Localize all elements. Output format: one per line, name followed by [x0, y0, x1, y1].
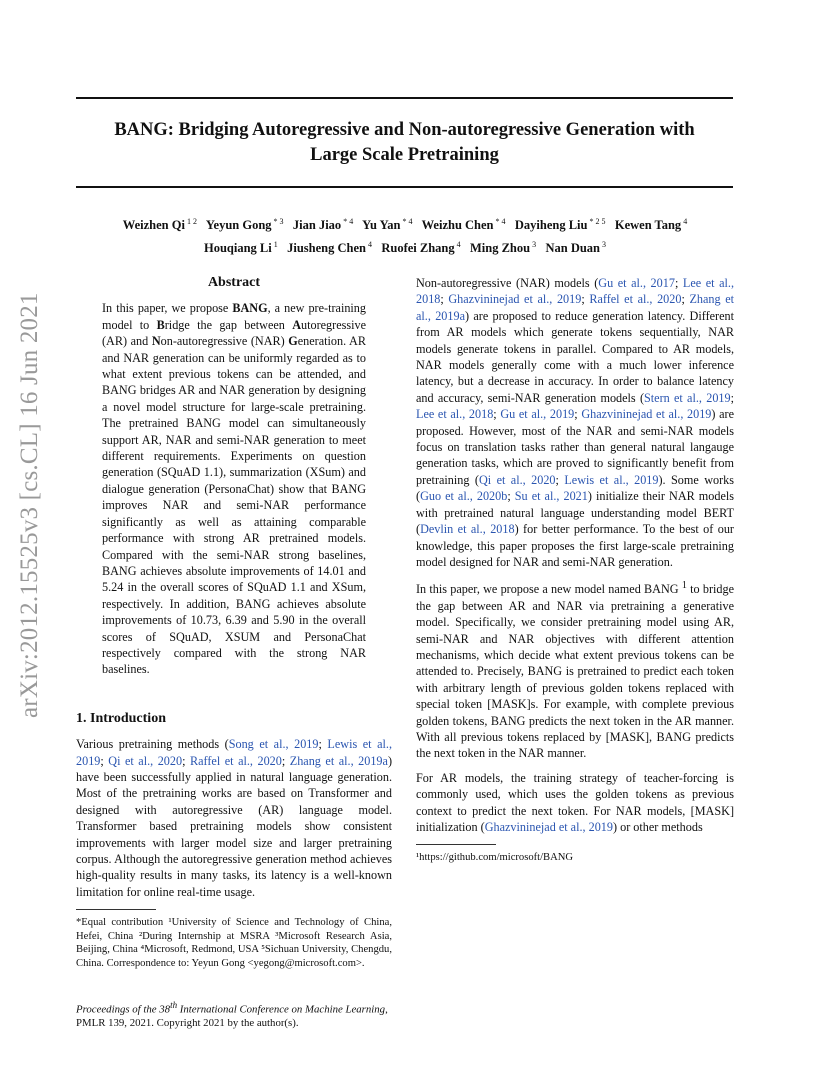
author-name: Weizhu Chen $^{* 4}$ [421, 217, 506, 233]
citation-link[interactable]: Lewis et al., 2019 [76, 737, 392, 768]
citation-link[interactable]: Gu et al., 2019 [500, 407, 575, 422]
top-rule [76, 97, 733, 99]
citation-link[interactable]: Lee et al., 2018 [416, 276, 734, 307]
citation-link[interactable]: Song et al., 2019 [228, 737, 319, 752]
citation-link[interactable]: Raffel et al., 2020 [589, 292, 682, 307]
citation-link[interactable]: Gu et al., 2017 [598, 276, 675, 290]
author-affiliation: 1 2 [184, 217, 197, 226]
author-name: Yeyun Gong $^{* 3}$ [205, 217, 284, 233]
arxiv-identifier: arXiv:2012.15525v3 [cs.CL] 16 Jun 2021 [16, 292, 43, 718]
paper-title [76, 118, 733, 168]
footnote-rule [76, 909, 156, 910]
author-name: Kewen Tang $^4$ [614, 217, 688, 233]
author-list [60, 212, 750, 258]
author-affiliation: * 4 [400, 217, 413, 226]
left-column [76, 275, 392, 1030]
proceedings-note [76, 998, 392, 1031]
author-affiliation: * 4 [341, 217, 354, 226]
citation-link[interactable]: Zhang et al., 2019a [416, 292, 734, 323]
citation-link[interactable]: Stern et al., 2019 [644, 390, 731, 405]
author-affiliation: 3 [530, 240, 537, 250]
bold-text: A [292, 317, 302, 332]
affiliation-footnote: *Equal contribution ¹University of Science and Technology of China, Hefei, China ²During Internship at MSRA ³Microsoft Research Asia, Beijing, China ⁴Microsoft, Redmond, USA ⁵Sichuan University, Chengdu, China. Correspondence to: Yeyun Gong <yegong@microsoft.com>. [76, 917, 392, 969]
author-name: Nan Duan $^3$ [545, 240, 607, 256]
footnote-rule-right [416, 844, 496, 845]
author-affiliation: 4 [365, 240, 372, 250]
citation-link[interactable]: Ghazvininejad et al., 2019 [484, 820, 613, 835]
intro-paragraph-3: In this paper, we propose a new model named BANG $^1$ to bridge the gap between AR and NAR via pretraining a generative model. Specifically, we consider pretraining model using AR, semi-NAR and NAR objectives with different attention mechanisms, which decide what extent previous tokens can be attended to. Precisely, BANG is pretrained to predict each token with arbitrary length of previous golden tokens replaced with special token [MASK]s. For example, with complete previous golden tokens, BANG predicts the next token in the AR manner. With all previous tokens replaced by [MASK], BANG predicts the next token in the NAR manner. [416, 580, 734, 761]
footnote-marker: 1 [681, 580, 687, 592]
author-affiliation: 1 [271, 240, 278, 250]
bold-text: B [156, 317, 165, 332]
intro-paragraph-2: Non-autoregressive (NAR) models (Gu et al., 2017; Lee et al., 2018; Ghazvininejad et al., 2019; Raffel et al., 2020; Zhang et al., 2019a) are proposed to reduce generation latency. Different from AR models which generate tokens sequentially, NAR models generate tokens in parallel. Compared to AR models, NAR models generally come with a much lower inference latency, but a decrease in accuracy. In order to balance latency and accuracy, semi-NAR generation models (Stern et al., 2019; Lee et al., 2018; Gu et al., 2019; Ghazvininejad et al., 2019) are proposed. However, most of the NAR and semi-NAR models focus on translation tasks rather than general natural langauge generation tasks, which are proved to significantly benefit from pretraining (Qi et al., 2020; Lewis et al., 2019). Some works (Guo et al., 2020b; Su et al., 2021) initialize their NAR models with pretrained natural language understanding model BERT (Devlin et al., 2018) for better performance. To the best of our knowledge, this paper proposes the first large-scale pretraining model designed for NAR and semi-NAR generation. [416, 276, 735, 569]
proceedings-pre: Proceedings of the 38 [76, 1003, 171, 1016]
citation-link[interactable]: Qi et al., 2020 [478, 472, 556, 487]
author-name: Weizhen Qi $^{1 2}$ [122, 217, 197, 233]
intro-paragraph-1: Various pretraining methods (Song et al., 2019; Lewis et al., 2019; Qi et al., 2020; Raffel et al., 2020; Zhang et al., 2019a) have been successfully applied in natural language generation. Most of the pretraining works are based on Transformer and designed with autoregressive (AR) language model. Transformer based pretraining models show consistent improvements with larger model size and larger pretraining corpus. Although the autoregressive generation method achieves high-quality results in many tasks, its latency is a well-known limitation for online real-time usage. [76, 737, 392, 899]
author-name: Yu Yan $^{* 4}$ [362, 217, 413, 233]
title-line-2: Large Scale Pretraining [310, 145, 499, 165]
proceedings-sup: th [170, 999, 178, 1010]
author-name: Jian Jiao $^{* 4}$ [292, 217, 354, 233]
citation-link[interactable]: Guo et al., 2020b [420, 489, 508, 504]
citation-link[interactable]: Su et al., 2021 [514, 489, 588, 504]
author-name: Ruofei Zhang $^4$ [381, 240, 461, 256]
bold-text: N [151, 334, 161, 349]
author-affiliation: 4 [454, 240, 461, 250]
author-name: Jiusheng Chen $^4$ [287, 240, 372, 256]
title-line-1: BANG: Bridging Autoregressive and Non-autoregressive Generation with [114, 120, 695, 140]
bold-text: BANG [232, 301, 268, 316]
author-name: Houqiang Li $^1$ [203, 240, 278, 256]
citation-link[interactable]: Lee et al., 2018 [416, 407, 494, 422]
citation-link[interactable]: Zhang et al., 2019a [289, 753, 388, 768]
proceedings-mid: International Conference on Machine Learning [177, 1003, 386, 1016]
author-affiliation: 4 [681, 217, 688, 226]
author-affiliation: * 3 [271, 217, 284, 226]
title-bottom-rule [76, 186, 733, 188]
right-column [416, 276, 735, 865]
abstract-heading: Abstract [207, 275, 261, 290]
author-affiliation: 3 [600, 240, 607, 250]
bold-text: G [288, 334, 298, 349]
proceedings-post: , PMLR 139, 2021. Copyright 2021 by the author(s). [76, 1003, 388, 1030]
citation-link[interactable]: Lewis et al., 2019 [564, 472, 659, 487]
author-name: Dayiheng Liu $^{* 2 5}$ [514, 217, 606, 233]
author-affiliation: * 2 5 [587, 217, 606, 226]
abstract-text: In this paper, we propose BANG, a new pre-training model to Bridge the gap between Autoregressive (AR) and Non-autoregressive (NAR) Generation. AR and NAR generation can be uniformly regarded as to what extent previous tokens can be attended, and BANG bridges AR and NAR generation by designing a novel model structure for large-scale pretraining. The pretrained BANG model can simultaneously support AR, NAR and semi-NAR generation to meet different requirements. Experiments on question generation (SQuAD 1.1), summarization (XSum) and dialogue generation (PersonaChat) show that BANG improves NAR and semi-NAR performance significantly as well as attaining comparable performance with strong AR pretrained models. Compared with the semi-NAR strong baselines, BANG achieves absolute improvements of 14.01 and 5.24 in the overall scores of SQuAD 1.1 and XSum, respectively. In addition, BANG achieves absolute improvements of 10.73, 6.39 and 5.90 in the overall scores of SQuAD, XSUM and PersonaChat respectively compared with the strong NAR baselines. [102, 301, 366, 677]
citation-link[interactable]: Raffel et al., 2020 [190, 753, 282, 768]
author-name: Ming Zhou $^3$ [470, 240, 537, 256]
github-footnote: ¹https://github.com/microsoft/BANG [416, 852, 574, 864]
citation-link[interactable]: Devlin et al., 2018 [420, 522, 515, 537]
intro-paragraph-4: For AR models, the training strategy of teacher-forcing is commonly used, which uses the golden tokens as previous context to predict the next token. For NAR models, [MASK] initialization (Ghazvininejad et al., 2019) or other methods [416, 770, 734, 835]
citation-link[interactable]: Qi et al., 2020 [108, 753, 183, 768]
citation-link[interactable]: Ghazvininejad et al., 2019 [581, 407, 712, 422]
author-affiliation: * 4 [493, 217, 506, 226]
citation-link[interactable]: Ghazvininejad et al., 2019 [448, 292, 582, 307]
intro-heading: 1. Introduction [76, 710, 166, 726]
